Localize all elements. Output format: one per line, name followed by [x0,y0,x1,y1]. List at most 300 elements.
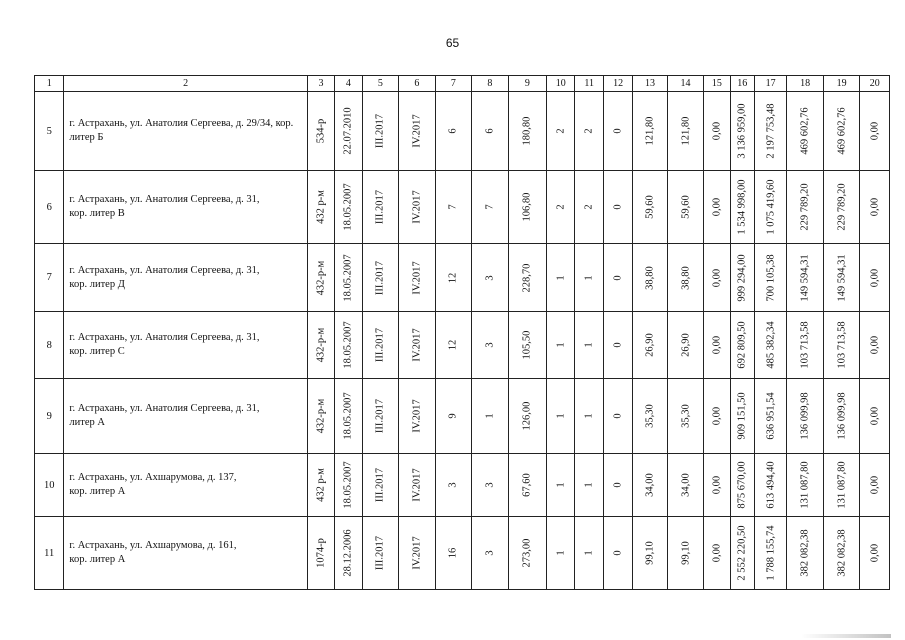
cell-value: 2 [583,204,595,210]
cell-value: 1 [583,413,595,419]
address-line: кор. литер В [69,208,125,219]
cell-value: 273,00 [521,538,533,568]
cell-value: 382 082,38 [836,529,848,577]
cell-value: 1 [484,413,496,419]
column-header-1: 1 [35,76,64,92]
cell-value: 3 136 959,00 [736,103,748,159]
column-header-20: 20 [860,76,890,92]
cell-value: III.2017 [374,535,386,571]
address-line: литер А [69,417,105,428]
row-number: 6 [35,171,64,244]
cell-value: 0,00 [711,406,723,426]
cell-value: 1 788 155,74 [765,525,777,581]
cell-c16 [730,171,754,244]
cell-doc-date [335,171,362,244]
cell-value: 59,60 [680,195,691,219]
address-cell [64,312,307,379]
housing-table [34,75,890,590]
cell-c12 [603,312,632,379]
cell-c17 [754,171,786,244]
address-cell [64,517,307,590]
cell-value: 1 534 998,00 [736,179,748,235]
cell-value: 1 [555,550,567,556]
cell-c17 [754,244,786,312]
cell-doc-date [335,312,362,379]
cell-c18 [787,517,824,590]
cell-value: 12 [447,272,459,283]
cell-value: 9 [447,413,459,419]
cell-c10 [547,92,575,171]
cell-c7 [435,171,472,244]
address-line: кор. литер А [69,486,126,497]
cell-value: 1 [583,550,595,556]
cell-c7 [435,244,472,312]
cell-c8 [472,379,509,454]
cell-c12 [603,379,632,454]
cell-c13 [633,244,667,312]
cell-doc-date [335,517,362,590]
cell-value: 7 [447,204,459,210]
address-cell [64,92,307,171]
cell-c14 [667,244,704,312]
row-number: 8 [35,312,64,379]
cell-value: 0 [612,204,624,210]
cell-doc-no [307,517,334,590]
cell-value: 99,10 [644,541,656,565]
cell-value: 432-р-м [315,327,327,363]
cell-value: IV.2017 [411,260,423,295]
cell-value: 0,00 [711,121,723,141]
row-number: 10 [35,454,64,517]
cell-value: 6 [484,128,496,134]
cell-value: III.2017 [374,398,386,434]
cell-c11 [575,454,603,517]
cell-c14 [667,312,704,379]
table-row [35,92,890,171]
cell-value: IV.2017 [411,399,423,433]
cell-c5 [362,92,399,171]
cell-c6 [399,92,436,171]
cell-c11 [575,379,603,454]
cell-c7 [435,312,472,379]
cell-value: 3 [484,482,496,488]
cell-value: 1 [555,274,567,281]
cell-value: 999 294,00 [736,253,748,302]
cell-value: 692 809,50 [736,321,748,369]
cell-c8 [472,454,509,517]
cell-value: 16 [447,547,459,559]
cell-value: III.2017 [374,327,386,363]
cell-value: 121,80 [680,116,691,146]
cell-c15 [704,171,730,244]
cell-value: 700 105,38 [765,253,777,302]
cell-doc-date [335,244,362,312]
cell-c14 [667,517,704,590]
cell-c9 [508,454,547,517]
table-row [35,171,890,244]
cell-value: 18.05.2007 [342,321,354,369]
cell-c14 [667,171,704,244]
cell-c18 [787,92,824,171]
table-row [35,379,890,454]
cell-value: 38,80 [680,265,691,290]
cell-c11 [575,312,603,379]
cell-value: 0,00 [869,543,881,563]
cell-c17 [754,454,786,517]
address-cell [64,244,307,312]
cell-value: 136 099,98 [799,392,811,440]
cell-c14 [667,379,704,454]
column-header-14: 14 [667,76,704,92]
address-line: г. Астрахань, ул. Анатолия Сергеева, д. 31, [69,403,260,414]
cell-doc-no [307,312,334,379]
cell-c16 [730,454,754,517]
cell-value: 0,00 [869,475,881,495]
table-row [35,517,890,590]
cell-c20 [860,379,890,454]
address-line: г. Астрахань, ул. Анатолия Сергеева, д. 31, [69,332,260,343]
cell-c11 [575,517,603,590]
cell-value: 2 552 220,50 [736,525,748,581]
column-header-10: 10 [547,76,575,92]
cell-value: 229 789,20 [836,183,848,231]
cell-c17 [754,517,786,590]
cell-value: 103 713,58 [836,321,848,369]
cell-c7 [435,517,472,590]
cell-value: 432-р-м [315,260,327,295]
cell-value: IV.2017 [411,536,423,570]
cell-c16 [730,517,754,590]
column-header-9: 9 [508,76,547,92]
cell-c6 [399,379,436,454]
cell-c8 [472,244,509,312]
cell-c10 [547,312,575,379]
cell-value: 28.12.2006 [342,529,354,577]
cell-value: 1 [583,274,595,281]
address-line: г. Астрахань, ул. Анатолия Сергеева, д. 31, [69,264,260,276]
cell-value: 432 р-м [315,190,327,224]
cell-value: 34,00 [644,473,656,497]
cell-c19 [823,92,860,171]
cell-doc-no [307,171,334,244]
cell-c16 [730,312,754,379]
cell-c8 [472,171,509,244]
cell-c5 [362,379,399,454]
cell-c18 [787,312,824,379]
cell-value: 18.05.2007 [342,461,354,509]
cell-c15 [704,92,730,171]
cell-c15 [704,454,730,517]
column-header-13: 13 [633,76,667,92]
cell-c11 [575,171,603,244]
cell-value: 0,00 [711,475,723,495]
cell-value: 0,00 [711,197,723,217]
cell-value: 909 151,50 [736,392,748,440]
cell-c6 [399,517,436,590]
column-header-12: 12 [603,76,632,92]
cell-value: 432 р-м [315,468,327,502]
cell-value: 485 382,34 [765,321,777,369]
cell-c18 [787,171,824,244]
table-row [35,312,890,379]
cell-value: 131 087,80 [799,461,811,509]
cell-c19 [823,517,860,590]
cell-value: 636 951,54 [765,392,777,440]
cell-c12 [603,454,632,517]
cell-c19 [823,454,860,517]
cell-value: 149 594,31 [799,253,811,302]
scan-artifact [801,634,891,638]
address-line: кор. литер Д [69,278,125,290]
page-number: 65 [445,36,460,50]
address-cell [64,171,307,244]
cell-doc-no [307,379,334,454]
cell-value: 1 075 419,60 [765,179,777,235]
cell-value: III.2017 [374,113,386,149]
column-header-15: 15 [704,76,730,92]
cell-value: III.2017 [374,189,386,225]
cell-value: 3 [484,274,496,281]
cell-value: 0 [612,482,624,488]
cell-value: 0,00 [711,543,723,563]
cell-c15 [704,312,730,379]
cell-c20 [860,244,890,312]
cell-value: 875 670,00 [736,461,748,509]
address-line: литер Б [69,132,104,143]
cell-c20 [860,92,890,171]
column-header-8: 8 [472,76,509,92]
cell-c13 [633,517,667,590]
cell-c12 [603,171,632,244]
cell-value: 228,70 [521,263,533,292]
table-row [35,244,890,312]
cell-value: 1 [583,342,595,348]
cell-value: 2 [583,128,595,134]
cell-c13 [633,454,667,517]
column-header-6: 6 [399,76,436,92]
cell-c9 [508,92,547,171]
cell-value: 180,80 [521,116,533,146]
cell-c14 [667,454,704,517]
cell-value: 35,30 [680,404,691,428]
cell-value: 469 602,76 [799,107,811,155]
cell-value: 22.07.2010 [342,107,354,155]
cell-c10 [547,454,575,517]
cell-c11 [575,92,603,171]
column-header-16: 16 [730,76,754,92]
cell-value: IV.2017 [411,468,423,502]
cell-value: 12 [447,339,459,351]
cell-c7 [435,379,472,454]
cell-c6 [399,244,436,312]
cell-value: IV.2017 [411,328,423,362]
cell-c9 [508,171,547,244]
column-header-18: 18 [787,76,824,92]
cell-c9 [508,517,547,590]
cell-c14 [667,92,704,171]
cell-value: 3 [484,550,496,556]
cell-c19 [823,312,860,379]
cell-c6 [399,171,436,244]
cell-c18 [787,244,824,312]
cell-c15 [704,379,730,454]
cell-c12 [603,244,632,312]
cell-c6 [399,454,436,517]
cell-value: 103 713,58 [799,321,811,369]
column-header-2: 2 [64,76,307,92]
cell-value: 18.05.2007 [342,253,354,302]
cell-c13 [633,171,667,244]
table-row [35,454,890,517]
cell-value: 432-р-м [315,398,327,434]
cell-value: 0,00 [869,268,881,287]
cell-c11 [575,244,603,312]
cell-c16 [730,379,754,454]
address-line: г. Астрахань, ул. Ахшарумова, д. 161, [69,540,237,551]
address-line: г. Астрахань, ул. Анатолия Сергеева, д. 31, [69,194,260,205]
header-row [35,76,890,92]
cell-c15 [704,244,730,312]
cell-value: 126,00 [521,401,533,431]
cell-doc-date [335,92,362,171]
column-header-4: 4 [335,76,362,92]
cell-c17 [754,92,786,171]
cell-value: 105,50 [521,330,533,360]
column-header-17: 17 [754,76,786,92]
address-line: г. Астрахань, ул. Анатолия Сергеева, д. 29/34, кор. [69,118,294,129]
row-number: 5 [35,92,64,171]
cell-c9 [508,312,547,379]
cell-value: 26,90 [644,333,656,357]
cell-value: 0,00 [711,335,723,355]
cell-value: 1 [555,482,567,488]
cell-c5 [362,517,399,590]
cell-value: 0 [612,550,624,556]
column-header-3: 3 [307,76,334,92]
address-cell [64,379,307,454]
cell-value: 469 602,76 [836,107,848,155]
cell-value: 35,30 [644,404,656,428]
cell-c8 [472,312,509,379]
cell-value: 0 [612,413,624,419]
cell-value: 0,00 [869,406,881,426]
cell-c16 [730,92,754,171]
cell-value: 0,00 [869,121,881,141]
cell-c10 [547,379,575,454]
cell-c9 [508,244,547,312]
cell-value: 1 [555,342,567,348]
cell-value: 149 594,31 [836,253,848,302]
cell-value: 67,60 [521,473,533,497]
cell-value: 2 197 753,48 [765,103,777,159]
cell-value: 0 [612,128,624,134]
cell-value: 534-р [315,118,327,144]
cell-c8 [472,517,509,590]
cell-c15 [704,517,730,590]
cell-c20 [860,171,890,244]
cell-value: 3 [484,342,496,348]
cell-c19 [823,244,860,312]
cell-value: 18.05.2007 [342,392,354,440]
cell-c7 [435,92,472,171]
cell-c10 [547,171,575,244]
address-line: г. Астрахань, ул. Ахшарумова, д. 137, [69,472,237,483]
cell-c7 [435,454,472,517]
cell-value: IV.2017 [411,190,423,224]
cell-c5 [362,312,399,379]
cell-value: 59,60 [644,195,656,219]
cell-value: 382 082,38 [799,529,811,577]
cell-value: 18.05.2007 [342,183,354,231]
cell-value: 34,00 [680,473,691,497]
cell-c12 [603,517,632,590]
cell-value: 1 [555,413,567,419]
cell-c5 [362,244,399,312]
cell-value: 1074-р [315,538,327,568]
cell-c16 [730,244,754,312]
cell-value: 613 494,40 [765,461,777,509]
cell-c5 [362,454,399,517]
cell-value: 26,90 [680,333,691,357]
cell-c18 [787,454,824,517]
cell-c13 [633,92,667,171]
cell-value: 2 [555,204,567,210]
cell-c20 [860,454,890,517]
cell-c19 [823,379,860,454]
cell-c5 [362,171,399,244]
address-line: кор. литер А [69,554,126,565]
cell-doc-date [335,454,362,517]
cell-value: 99,10 [680,541,691,565]
cell-value: 131 087,80 [836,461,848,509]
cell-c8 [472,92,509,171]
address-line: кор. литер С [69,346,125,357]
cell-value: 0,00 [869,197,881,217]
cell-value: 136 099,98 [836,392,848,440]
cell-c17 [754,312,786,379]
cell-value: 6 [447,128,459,134]
cell-value: IV.2017 [411,114,423,148]
cell-value: 1 [583,482,595,488]
row-number: 9 [35,379,64,454]
cell-c10 [547,244,575,312]
cell-doc-date [335,379,362,454]
cell-value: 121,80 [644,116,656,146]
cell-value: 38,80 [644,265,656,290]
cell-c20 [860,312,890,379]
cell-c19 [823,171,860,244]
cell-value: 2 [555,128,567,134]
cell-value: 229 789,20 [799,183,811,231]
column-header-19: 19 [823,76,860,92]
cell-value: 0,00 [711,268,723,287]
cell-c13 [633,312,667,379]
cell-doc-no [307,92,334,171]
cell-value: III.2017 [374,260,386,295]
cell-c17 [754,379,786,454]
cell-c12 [603,92,632,171]
cell-c10 [547,517,575,590]
cell-value: 3 [447,482,459,488]
cell-c20 [860,517,890,590]
cell-c6 [399,312,436,379]
cell-value: III.2017 [374,467,386,503]
cell-value: 0,00 [869,335,881,355]
row-number: 11 [35,517,64,590]
column-header-11: 11 [575,76,603,92]
cell-c13 [633,379,667,454]
address-cell [64,454,307,517]
